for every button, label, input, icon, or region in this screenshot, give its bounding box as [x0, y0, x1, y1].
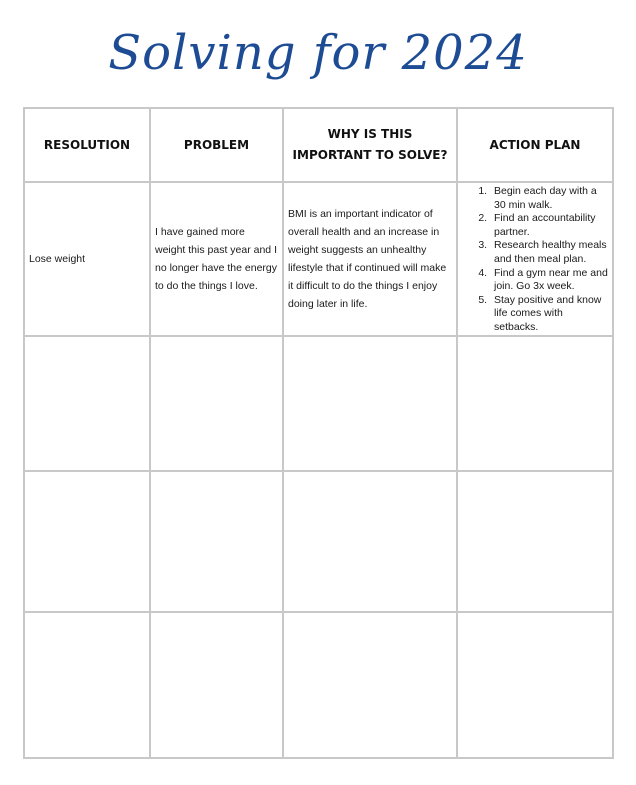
problem-cell-empty[interactable]: [150, 336, 283, 471]
header-action-plan: ACTION PLAN: [457, 108, 613, 182]
resolution-cell-empty[interactable]: [24, 336, 150, 471]
why-cell[interactable]: BMI is an important indicator of overall health and an increase in weight suggests an unhealthy lifestyle that if continued will make it difficult to do the things I enjoy doing later in life.: [283, 182, 457, 336]
table-row-empty: [24, 336, 613, 471]
action-plan-cell-empty[interactable]: [457, 471, 613, 612]
resolution-cell[interactable]: Lose weight: [24, 182, 150, 336]
action-plan-cell[interactable]: [457, 182, 613, 336]
header-resolution: RESOLUTION: [24, 108, 150, 182]
resolution-table: [23, 107, 614, 759]
problem-cell-empty[interactable]: [150, 471, 283, 612]
table-header-row: [24, 108, 613, 182]
header-why-important: WHY IS THIS IMPORTANT TO SOLVE?: [283, 108, 457, 182]
why-cell-empty[interactable]: [283, 471, 457, 612]
resolution-cell-empty[interactable]: [24, 612, 150, 758]
why-cell-empty[interactable]: [283, 612, 457, 758]
table-row-empty: [24, 612, 613, 758]
action-step: 5. Stay positive and know life comes with setbacks.: [490, 294, 608, 335]
action-plan-cell-empty[interactable]: [457, 612, 613, 758]
why-cell-empty[interactable]: [283, 336, 457, 471]
resolution-cell-empty[interactable]: [24, 471, 150, 612]
action-step: 1. Begin each day with a 30 min walk.: [490, 185, 608, 212]
action-plan-cell-empty[interactable]: [457, 336, 613, 471]
page-title: Solving for 2024: [108, 25, 528, 81]
action-step: 4. Find a gym near me and join. Go 3x week.: [490, 267, 608, 294]
header-problem: PROBLEM: [150, 108, 283, 182]
problem-cell-empty[interactable]: [150, 612, 283, 758]
table-row: [24, 182, 613, 336]
action-plan-list: [462, 185, 608, 335]
action-step: 3. Research healthy meals and then meal plan.: [490, 239, 608, 266]
problem-cell[interactable]: I have gained more weight this past year and I no longer have the energy to do the things I love.: [150, 182, 283, 336]
table-row-empty: [24, 471, 613, 612]
action-step: 2. Find an accountability partner.: [490, 212, 608, 239]
